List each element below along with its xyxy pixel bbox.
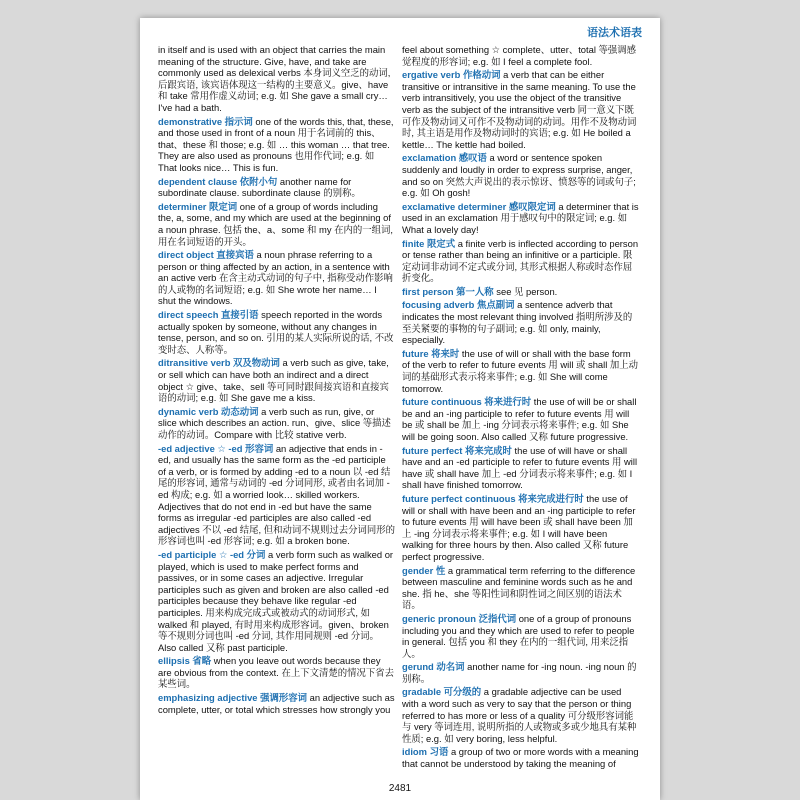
entry-definition: the use of will have or shall have and an -ed participle to refer to future events 用 will have 或 shall have 加上 -ed 分词表示将来事件; e.g. 如 I shall have finished tomorrow. [402, 444, 638, 491]
entry-definition: when you leave out words because they are obvious from the context. 在上下文清楚的情况下省去某些词。 [158, 655, 395, 690]
entry-term: idiom 习语 [402, 746, 449, 758]
entry-term: dynamic verb 动态动词 [158, 405, 259, 417]
entry-definition: a verb such as run, give, or slice which describes an action. run、give、slice 等描述动作的动词。Compare with 比较 stative verb. [158, 405, 391, 440]
entry-definition: another name for -ing noun. -ing noun 的别称。 [402, 661, 637, 684]
glossary-entry [402, 686, 639, 744]
glossary-entry [402, 238, 639, 284]
glossary-entry [402, 493, 639, 563]
glossary-entry [158, 692, 395, 715]
glossary-entry [158, 116, 395, 174]
entry-term: emphasizing adjective 强调形容词 [158, 692, 307, 704]
entry-term: gender 性 [402, 564, 446, 576]
entry-term: finite 限定式 [402, 237, 456, 249]
glossary-entry [158, 309, 395, 355]
entry-term: generic pronoun 泛指代词 [402, 612, 517, 624]
entry-definition: a verb such as give, take, or sell which can have both an indirect and a direct object ☆ give、take、sell 等可同时跟间接宾语和直接宾语的动词; e.g. 如 She gave me a kiss. [158, 357, 389, 404]
entry-definition: a grammatical term referring to the difference between masculine and feminine words such as he and she. 指 he、she 等阳性词和阴性词之间区别的语法术语。 [402, 564, 636, 611]
glossary-entry [158, 44, 395, 114]
entry-definition: one of a group of words including the, a, some, and my which are used at the beginning of a noun phrase. 包括 the、a、some 和 my 在内的一组词, 用在名词短语的开头。 [158, 200, 393, 247]
entry-definition: feel about something ☆ complete、utter、total 等强调感觉程度的形容词; e.g. 如 I feel a complete fool. [402, 44, 637, 67]
entry-term: demonstrative 指示词 [158, 115, 253, 127]
glossary-entry [158, 406, 395, 441]
entry-term: gerund 动名词 [402, 661, 465, 673]
entry-definition: a noun phrase referring to a person or thing affected by an action, in a sentence with an active verb 在含主动式动词的句子中, 指称受动作影响的人或物的名词短语; e.g. 如 She wrote her name… I shut the windows. [158, 249, 393, 307]
glossary-entry [402, 286, 639, 298]
entry-definition: a sentence adverb that indicates the most relevant thing involved 指明所涉及的至关紧要的事物的句子副词; e.g. 如 only, mainly, especially. [402, 299, 633, 346]
left-column [158, 44, 395, 717]
glossary-entry [402, 348, 639, 394]
glossary-entry [402, 746, 639, 769]
glossary-entry [402, 44, 639, 67]
glossary-entry [402, 613, 639, 659]
glossary-entry [402, 152, 639, 198]
entry-definition: a word or sentence spoken suddenly and loudly in order to express surprise, anger, and so on 突然大声说出的表示惊讶、愤怒等的词或句子; e.g. 如 Oh gosh! [402, 152, 636, 199]
entry-term: first person 第一人称 [402, 285, 494, 297]
entry-term: future continuous 将来进行时 [402, 396, 532, 408]
glossary-entry [402, 299, 639, 345]
entry-definition: another name for subordinate clause. subordinate clause 的别称。 [158, 175, 361, 199]
entry-definition: see 见 person. [496, 285, 558, 297]
entry-definition: a group of two or more words with a meaning that cannot be understood by taking the meaning of [402, 746, 639, 770]
page-number: 2481 [388, 783, 412, 794]
entry-definition: one of a group of pronouns including you and they which are used to refer to people in general. 包括 you 和 they 在内的一组代词, 用来泛指人。 [402, 612, 635, 659]
glossary-entry [402, 661, 639, 684]
entry-definition: a determiner that is used in an exclamation 用于感叹句中的限定词; e.g. 如 What a lovely day! [402, 200, 639, 235]
glossary-entry [402, 445, 639, 491]
entry-term: determiner 限定词 [158, 200, 238, 212]
glossary-entry [158, 549, 395, 653]
entry-definition: a gradable adjective can be used with a word such as very to say that the person or thing referred to has more or less of a quality 可分级形容词能与 very 等词连用, 说明所指的人或物或多或少地具有某种性质; e.g. 如 very boring, less helpful. [402, 686, 637, 744]
right-column [402, 44, 639, 772]
dictionary-page [140, 18, 660, 800]
entry-term: ditransitive verb 双及物动词 [158, 357, 280, 369]
entry-definition: an adjective such as complete, utter, or total which stresses how strongly you [158, 692, 395, 715]
entry-definition: an adjective that ends in -ed, and usually has the same form as the -ed participle of a verb, or is formed by adding -ed to a noun 以 -ed 结尾的形容词, 通常与动词的 -ed 分词同形, 或者由名词加 -ed 构成; e.g. 如 a worried look… skilled workers. Adjectives that do not end in -ed but have the same forms as irregular -ed participles are also called -ed adjectives 不以 -ed 结尾, 但和动词不规则过去分词同形的形容词也叫 -ed 形容词; e.g. 如 a broken bone. [158, 442, 396, 547]
entry-definition: the use of will be or shall be and an -ing participle to refer to future events 用 will be 或 shall be 加上 -ing 分词表示将来事件; e.g. 如 She will be going soon. Also called 又称 future progressive. [402, 396, 637, 442]
entry-term: focusing adverb 焦点副词 [402, 299, 515, 311]
glossary-entry [402, 565, 639, 611]
entry-term: ellipsis 省略 [158, 655, 212, 667]
glossary-entry [158, 249, 395, 307]
entry-definition: a verb that can be either transitive or intransitive in the same meaning. To use the verb intransitively, you use the object of the transitive verb as the subject of the intransitive verb 同一意义下既可作及物动词又可作不及物动词的动词。用作不及物动词时, 其主语是用作及物动词时的宾语; e.g. 如 He boiled a kettle… The kettle had boiled. [402, 69, 637, 150]
entry-definition: one of the words this, that, these, and those used in front of a noun 用于名词前的 this、that、these 和 those; e.g. 如 … this woman … that tree. They are also used as pronouns 也用作代词; e.g. 如 That looks nice… This is fun. [158, 115, 394, 173]
entry-term: future 将来时 [402, 347, 460, 359]
entry-definition: speech reported in the words actually spoken by someone, without any changes in tense, person, and so on. 引用的某人实际所说的话, 不改变时态、人称等。 [158, 309, 394, 355]
entry-definition: a verb form such as walked or played, which is used to make perfect forms and passives, or in some cases an adjective. Irregular participles such as given and broken are also called -ed participles because they behave like regular -ed participles. 用来构成完成式或被动式的动词形式, 如 walked 和 played, 有时用来构成形容词。given、broken 等不规则分词也叫 -ed 分词, 其作用同规则 -ed 分词。Also called 又称 past participle. [158, 548, 394, 653]
entry-term: -ed participle ☆ -ed 分词 [158, 548, 266, 560]
entry-term: gradable 可分级的 [402, 686, 482, 698]
glossary-entry [158, 655, 395, 690]
entry-term: -ed adjective ☆ -ed 形容词 [158, 442, 274, 454]
entry-term: dependent clause 依附小句 [158, 175, 278, 187]
running-header: 语法术语表 [587, 27, 642, 39]
entry-definition: a finite verb is inflected according to person or tense rather than being an infinitive or a participle. 限定动词非动词不定式或分词, 其形式根据人称或时态作屈折变化。 [402, 237, 639, 284]
entry-term: future perfect continuous 将来完成进行时 [402, 492, 584, 504]
glossary-entry [402, 396, 639, 442]
entry-definition: the use of will or shall with have been and an -ing participle to refer to future events 用 will have been 或 shall have been 加上 -ing 分词表示将来事件; e.g. 如 I will have been walking for three hours by then. Also called 又称 future perfect progressive. [402, 492, 636, 562]
entry-term: future perfect 将来完成时 [402, 444, 512, 456]
entry-term: exclamation 感叹语 [402, 152, 487, 164]
glossary-entry [402, 201, 639, 236]
glossary-entry [158, 357, 395, 403]
glossary-entry [158, 443, 395, 547]
entry-term: ergative verb 作格动词 [402, 69, 501, 81]
glossary-entry [158, 176, 395, 199]
entry-term: direct speech 直接引语 [158, 309, 259, 321]
entry-term: exclamative determiner 感叹限定词 [402, 200, 556, 212]
glossary-entry [158, 201, 395, 247]
entry-term: direct object 直接宾语 [158, 249, 254, 261]
entry-definition: in itself and is used with an object that carries the main meaning of the structure. Give, have, and take are commonly used as delexical verbs 本身词义空乏的动词, 后跟宾语, 该宾语体现这一结构的主要意义。give、have 和 take 常用作虚义动词; e.g. 如 She gave a small cry… I've had a bath. [158, 44, 391, 113]
entry-definition: the use of will or shall with the base form of the verb to refer to future events 用 will 或 shall 加上动词的基础形式表示将来事件; e.g. 如 She will come tomorrow. [402, 347, 639, 394]
glossary-entry [402, 69, 639, 150]
